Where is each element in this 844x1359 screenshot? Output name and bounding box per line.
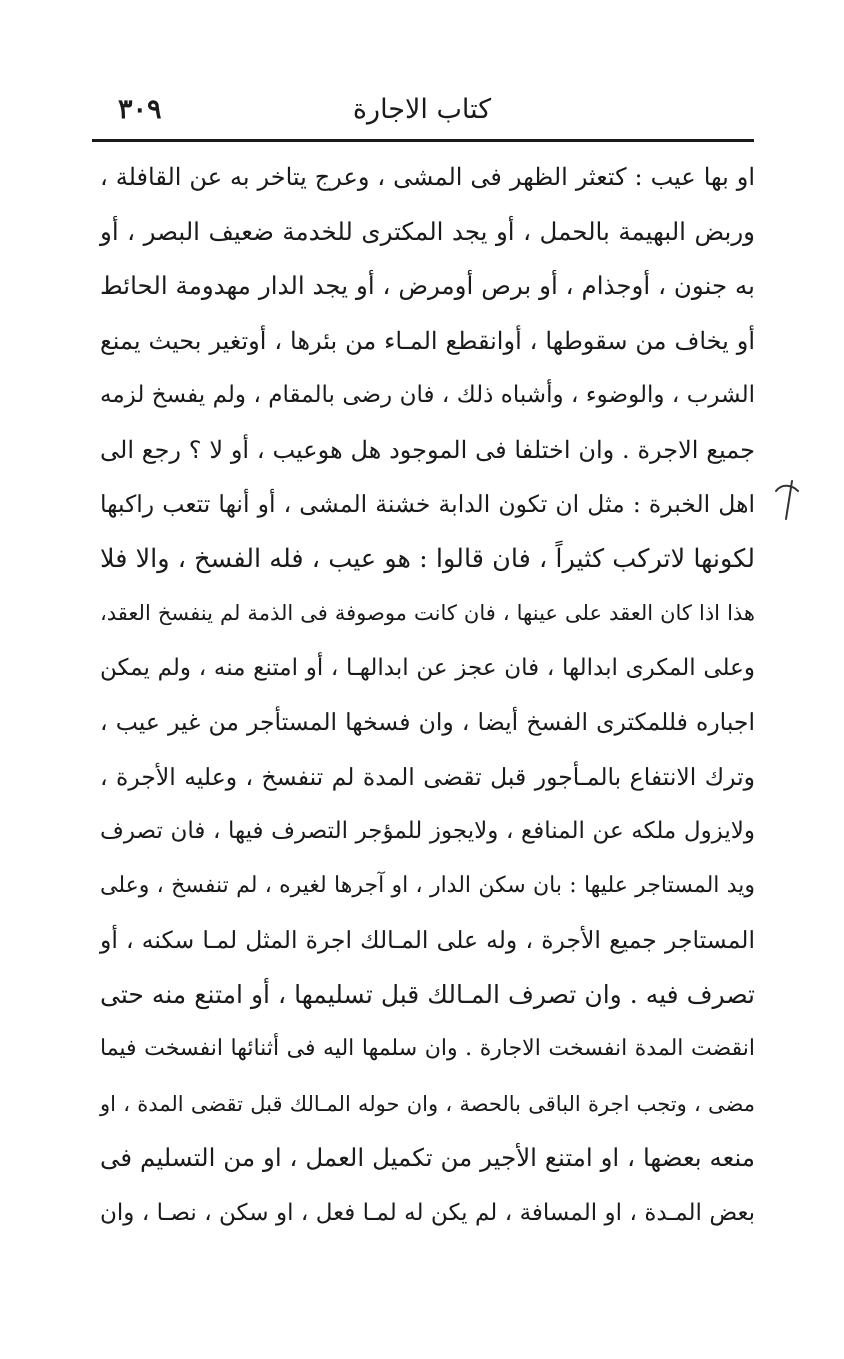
text-line: ولايزول ملكه عن المنافع ، ولايجوز للمؤجر التصرف فيها ، فان تصرف bbox=[100, 818, 755, 844]
text-line: هذا اذا كان العقد على عينها ، فان كانت موصوفة فى الذمة لم ينفسخ العقد، bbox=[100, 601, 755, 625]
page-title: كتاب الاجارة bbox=[352, 94, 492, 125]
text-line: او بها عيب : كتعثر الظهر فى المشى ، وعرج يتاخر به عن القافلة ، bbox=[100, 163, 755, 191]
text-line: انقضت المدة انفسخت الاجارة . وان سلمها اليه فى أثنائها انفسخت فيما bbox=[100, 1036, 755, 1061]
text-line: وترك الانتفاع بالمـأجور قبل تقضى المدة لم تنفسخ ، وعليه الأجرة ، bbox=[100, 762, 755, 791]
text-line: وعلى المكرى ابدالها ، فان عجز عن ابدالهـا ، أو امتنع منه ، ولم يمكن bbox=[100, 654, 755, 681]
page-number: ٣٠٩ bbox=[118, 94, 162, 125]
text-line: أو يخاف من سقوطها ، أوانقطع المـاء من بئرها ، أوتغير بحيث يمنع bbox=[100, 326, 755, 355]
text-line: تصرف فيه . وان تصرف المـالك قبل تسليمها ، أو امتنع منه حتى bbox=[100, 979, 755, 1009]
text-line: اهل الخبرة : مثل ان تكون الدابة خشنة المشى ، أو أنها تتعب راكبها bbox=[100, 490, 755, 518]
text-line: به جنون ، أوجذام ، أو برص أومرض ، أو يجد الدار مهدومة الحائط bbox=[100, 271, 755, 300]
text-line: الشرب ، والوضوء ، وأشباه ذلك ، فان رضى بالمقام ، ولم يفسخ لزمه bbox=[100, 382, 755, 408]
text-line: وربض البهيمة بالحمل ، أو يجد المكترى للخدمة ضعيف البصر ، أو bbox=[100, 216, 755, 246]
text-line: منعه بعضها ، او امتنع الأجير من تكميل العمل ، او من التسليم فى bbox=[100, 1143, 755, 1172]
text-line: جميع الاجرة . وان اختلفا فى الموجود هل هوعيب ، أو لا ؟ رجع الى bbox=[100, 435, 755, 464]
text-line: المستاجر جميع الأجرة ، وله على المـالك اجرة المثل لمـا سكنه ، أو bbox=[100, 926, 755, 954]
handwritten-mark-icon bbox=[772, 477, 806, 523]
text-line: لكونها لاتركب كثيراً ، فان قالوا : هو عيب ، فله الفسخ ، والا فلا bbox=[100, 543, 755, 574]
body-text bbox=[100, 150, 755, 1240]
text-line: ويد المستاجر عليها : بان سكن الدار ، او آجرها لغيره ، لم تنفسخ ، وعلى bbox=[100, 872, 755, 898]
text-line: مضى ، وتجب اجرة الباقى بالحصة ، وان حوله المـالك قبل تقضى المدة ، او bbox=[100, 1091, 755, 1116]
text-line: بعض المـدة ، او المسافة ، لم يكن له لمـا فعل ، او سكن ، نصـا ، وان bbox=[100, 1199, 755, 1226]
header-divider bbox=[92, 139, 754, 142]
text-line: اجباره فللمكترى الفسخ أيضا ، وان فسخها المستأجر من غير عيب ، bbox=[100, 708, 755, 736]
running-header bbox=[92, 92, 752, 132]
